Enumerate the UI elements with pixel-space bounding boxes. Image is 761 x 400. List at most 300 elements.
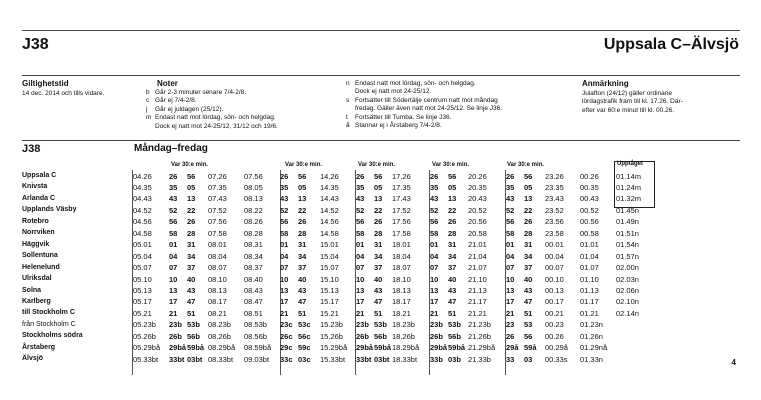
departure-time: 13 bbox=[280, 286, 289, 295]
departure-time: 26 bbox=[448, 217, 457, 227]
note-line bbox=[346, 105, 502, 113]
departure-time: 15.29bå bbox=[320, 343, 348, 353]
noter-heading: Noter bbox=[157, 79, 178, 88]
departure-time: 26 bbox=[430, 171, 439, 181]
departure-time: 08.59bå bbox=[244, 343, 272, 353]
departure-time: 56 bbox=[356, 217, 365, 227]
departure-time: 03bt bbox=[187, 354, 203, 364]
departure-time: 37 bbox=[524, 263, 533, 273]
departure-time: 29bå bbox=[356, 343, 374, 353]
note-text: Endast natt mot lördag, sön- och helgdag. bbox=[155, 114, 276, 122]
departure-time: 17.26 bbox=[392, 171, 411, 181]
departure-time: 08.07 bbox=[208, 263, 227, 273]
departure-time: 20.56 bbox=[468, 217, 487, 227]
departure-time: 01 bbox=[356, 240, 365, 250]
departure-time: 34 bbox=[524, 251, 533, 261]
departure-time: 59bå bbox=[448, 343, 466, 353]
departure-time: 18.17 bbox=[392, 297, 411, 307]
departure-time: 56 bbox=[524, 331, 533, 341]
departure-time: 31 bbox=[524, 240, 533, 250]
stop-name: från Stockholm C bbox=[22, 320, 76, 328]
departure-time: 40 bbox=[524, 274, 533, 284]
departure-time: 07 bbox=[506, 263, 515, 273]
note-flag: å bbox=[346, 122, 350, 130]
departure-time: 04.26 bbox=[133, 171, 152, 181]
departure-time: 47 bbox=[187, 297, 196, 307]
departure-time: 23.35 bbox=[545, 182, 564, 192]
noter-column-2 bbox=[346, 80, 502, 130]
departure-time: 01 bbox=[169, 240, 178, 250]
interval-label: Var 30:e min. bbox=[507, 162, 545, 168]
stop-name: Häggvik bbox=[22, 240, 50, 248]
departure-time: 29å bbox=[506, 343, 519, 353]
departure-time: 23 bbox=[506, 320, 515, 330]
departure-time: 00.21 bbox=[545, 308, 564, 318]
departure-time: 59å bbox=[524, 343, 537, 353]
top-rule bbox=[22, 30, 740, 31]
anmarkning-line: efter var 60:e minut till kl. 00.26. bbox=[582, 106, 675, 114]
departure-time: 13 bbox=[356, 286, 365, 295]
departure-time: 05.13 bbox=[133, 286, 152, 295]
departure-time: 21.01 bbox=[468, 240, 487, 250]
departure-time: 17.58 bbox=[392, 228, 411, 238]
departure-time: 47 bbox=[448, 297, 457, 307]
departure-time: 03bt bbox=[374, 354, 390, 364]
note-line bbox=[146, 123, 278, 131]
departure-time: 05.23b bbox=[133, 320, 156, 330]
note-text: Stannar ej i Årstaberg 7/4-2/8. bbox=[355, 122, 442, 130]
departure-time: 15.23b bbox=[320, 320, 343, 330]
departure-time: 43 bbox=[506, 194, 515, 204]
departure-time: 01.14m bbox=[616, 171, 642, 181]
stop-name: Sollentuna bbox=[22, 252, 58, 260]
departure-time: 21.07 bbox=[468, 263, 487, 273]
departure-time: 00.58 bbox=[580, 228, 599, 238]
departure-time: 17.52 bbox=[392, 205, 411, 215]
stop-name: Stockholms södra bbox=[22, 332, 83, 340]
departure-time: 07 bbox=[356, 263, 365, 273]
departure-time: 00.26 bbox=[545, 331, 564, 341]
departure-time: 21.33b bbox=[468, 354, 491, 364]
departure-time: 08.13 bbox=[244, 194, 263, 204]
departure-time: 56 bbox=[506, 217, 515, 227]
departure-time: 05.21 bbox=[133, 308, 152, 318]
departure-time: 09.03bt bbox=[244, 354, 270, 364]
departure-time: 35 bbox=[430, 182, 439, 192]
stop-name: till Stockholm C bbox=[22, 309, 75, 317]
stop-name: Uppsala C bbox=[22, 172, 57, 179]
departure-time: 13 bbox=[524, 194, 533, 204]
departure-time: 21.21 bbox=[468, 308, 487, 318]
departure-time: 33bt bbox=[356, 354, 372, 364]
timetable-route: J38 bbox=[22, 143, 41, 155]
departure-time: 08.34 bbox=[244, 251, 263, 261]
departure-time: 00.23 bbox=[545, 320, 564, 330]
departure-time: 17.43 bbox=[392, 194, 411, 204]
departure-time: 01.51n bbox=[616, 228, 639, 238]
departure-time: 13 bbox=[298, 194, 307, 204]
giltighetstid-heading: Giltighetstid bbox=[22, 79, 69, 88]
departure-time: 26c bbox=[280, 331, 293, 341]
stop-name: Helenelund bbox=[22, 263, 60, 271]
departure-time: 01.01 bbox=[580, 240, 599, 250]
departure-time: 10 bbox=[356, 274, 365, 284]
departure-time: 08.40 bbox=[244, 274, 263, 284]
departure-time: 01.21 bbox=[580, 308, 599, 318]
departure-time: 15.21 bbox=[320, 308, 339, 318]
note-flag: b bbox=[146, 89, 150, 96]
interval-label: Var 30:e min. bbox=[432, 162, 470, 168]
anmarkning-text bbox=[582, 90, 683, 115]
departure-time: 28 bbox=[448, 228, 457, 238]
departure-time: 56b bbox=[187, 331, 200, 341]
departure-time: 43 bbox=[280, 194, 289, 204]
departure-time: 13 bbox=[374, 194, 383, 204]
departure-time: 40 bbox=[298, 274, 307, 284]
stop-name: Ulriksdal bbox=[22, 275, 52, 283]
timetable-days: Måndag–fredag bbox=[134, 143, 208, 154]
note-line bbox=[346, 114, 502, 122]
note-text: Fortsätter till Södertälje centrum natt mot måndag bbox=[355, 96, 498, 104]
departure-time: 21.04 bbox=[468, 251, 487, 261]
departure-time: 33c bbox=[280, 354, 293, 364]
departure-time: 17 bbox=[280, 297, 289, 307]
departure-time: 01.57n bbox=[616, 251, 639, 261]
departure-time: 21 bbox=[280, 308, 289, 318]
departure-time: 35 bbox=[169, 182, 178, 192]
departure-time: 01.04 bbox=[580, 251, 599, 261]
departure-time: 14.58 bbox=[320, 228, 339, 238]
departure-time: 23.58 bbox=[545, 228, 564, 238]
departure-time: 26 bbox=[298, 217, 307, 227]
departure-time: 00.56 bbox=[580, 217, 599, 227]
departure-time: 08.37 bbox=[244, 263, 263, 273]
departure-time: 21 bbox=[430, 308, 439, 318]
departure-time: 47 bbox=[374, 297, 383, 307]
departure-time: 15.33bt bbox=[320, 354, 346, 364]
departure-time: 51 bbox=[298, 308, 307, 318]
departure-time: 20.52 bbox=[468, 205, 487, 215]
departure-time: 00.07 bbox=[545, 263, 564, 273]
departure-time: 34 bbox=[448, 251, 457, 261]
departure-time: 15.10 bbox=[320, 274, 339, 284]
departure-time: 08.05 bbox=[244, 182, 263, 192]
note-text: Endast natt mot lördag, sön- och helgdag. bbox=[355, 80, 476, 87]
departure-time: 14.35 bbox=[320, 182, 339, 192]
departure-time: 05.07 bbox=[133, 263, 152, 273]
departure-time: 08.56b bbox=[244, 331, 267, 341]
departure-time: 18.26b bbox=[392, 331, 415, 341]
note-text: fredag. Gäller även natt mot 24-25/12. Se linje J36. bbox=[355, 105, 503, 113]
departure-time: 05.33bt bbox=[133, 354, 159, 364]
departure-time: 08.10 bbox=[208, 274, 227, 284]
departure-time: 07 bbox=[430, 263, 439, 273]
note-text: Dock ej natt mot 24-25/12, 31/12 och 19/6. bbox=[155, 122, 278, 130]
departure-time: 40 bbox=[374, 274, 383, 284]
departure-time: 43 bbox=[169, 194, 178, 204]
departure-time: 01 bbox=[506, 240, 515, 250]
departure-time: 43 bbox=[374, 286, 383, 295]
departure-time: 08.26b bbox=[208, 331, 231, 341]
departure-time: 01 bbox=[280, 240, 289, 250]
anmarkning-line: Julafton (24/12) gäller ordinarie bbox=[582, 90, 672, 97]
departure-time: 58 bbox=[356, 228, 365, 238]
departure-time: 18.10 bbox=[392, 274, 411, 284]
departure-time: 29bå bbox=[169, 343, 187, 353]
departure-time: 08.47 bbox=[244, 297, 263, 307]
departure-time: 58 bbox=[280, 228, 289, 238]
note-line bbox=[146, 97, 278, 105]
page-mark: 4 bbox=[731, 358, 736, 367]
departure-time: 07.58 bbox=[208, 228, 227, 238]
departure-time: 04 bbox=[430, 251, 439, 261]
departure-time: 26b bbox=[356, 331, 369, 341]
departure-time: 51 bbox=[524, 308, 533, 318]
departure-time: 17 bbox=[356, 297, 365, 307]
stop-name: Årstaberg bbox=[22, 343, 56, 351]
departure-time: 00.26 bbox=[580, 171, 599, 181]
departure-time: 01.54n bbox=[616, 240, 639, 250]
departure-time: 34 bbox=[298, 251, 307, 261]
departure-time: 14.52 bbox=[320, 205, 339, 215]
departure-time: 21.13 bbox=[468, 286, 487, 295]
departure-time: 08.21 bbox=[208, 308, 227, 318]
departure-time: 05.17 bbox=[133, 297, 152, 307]
departure-time: 05 bbox=[374, 182, 383, 192]
departure-time: 31 bbox=[298, 240, 307, 250]
departure-time: 00.43 bbox=[580, 194, 599, 204]
departure-time: 04 bbox=[169, 251, 178, 261]
note-text: Fortsätter till Tumba. Se linje J36. bbox=[355, 113, 452, 121]
departure-time: 18.29bå bbox=[392, 343, 420, 353]
departure-time: 08.23b bbox=[208, 320, 231, 330]
departure-time: 43 bbox=[524, 286, 533, 295]
departure-time: 35 bbox=[356, 182, 365, 192]
departure-time: 10 bbox=[280, 274, 289, 284]
departure-time: 34 bbox=[187, 251, 196, 261]
departure-time: 05.04 bbox=[133, 251, 152, 261]
departure-time: 08.22 bbox=[244, 205, 263, 215]
departure-time: 26 bbox=[187, 217, 196, 227]
departure-time: 56 bbox=[374, 171, 383, 181]
departure-time: 26 bbox=[506, 331, 515, 341]
departure-time: 31 bbox=[187, 240, 196, 250]
departure-time: 26 bbox=[356, 171, 365, 181]
departure-time: 23.26 bbox=[545, 171, 564, 181]
departure-time: 52 bbox=[280, 205, 289, 215]
departure-time: 22 bbox=[374, 205, 383, 215]
departure-time: 08.28 bbox=[244, 228, 263, 238]
departure-time: 17.56 bbox=[392, 217, 411, 227]
departure-time: 22 bbox=[187, 205, 196, 215]
departure-time: 52 bbox=[356, 205, 365, 215]
departure-time: 53c bbox=[298, 320, 311, 330]
departure-time: 23.43 bbox=[545, 194, 564, 204]
note-flag: n bbox=[346, 80, 350, 87]
departure-time: 15.01 bbox=[320, 240, 339, 250]
upptaget-label: Upptåget bbox=[617, 161, 643, 167]
note-flag: j bbox=[146, 105, 148, 113]
departure-time: 00.17 bbox=[545, 297, 564, 307]
departure-time: 43 bbox=[448, 286, 457, 295]
departure-time: 07.56 bbox=[244, 171, 263, 181]
departure-time: 47 bbox=[298, 297, 307, 307]
departure-time: 21 bbox=[356, 308, 365, 318]
departure-time: 08.26 bbox=[244, 217, 263, 227]
giltighetstid-text: 14 dec. 2014 och tills vidare. bbox=[22, 90, 105, 97]
departure-time: 04 bbox=[356, 251, 365, 261]
departure-time: 21.23b bbox=[468, 320, 491, 330]
departure-time: 17 bbox=[430, 297, 439, 307]
departure-time: 04.43 bbox=[133, 194, 152, 204]
departure-time: 56b bbox=[448, 331, 461, 341]
departure-time: 00.01 bbox=[545, 240, 564, 250]
departure-time: 14.43 bbox=[320, 194, 339, 204]
departure-time: 05 bbox=[524, 182, 533, 192]
departure-time: 56b bbox=[374, 331, 387, 341]
departure-time: 20.43 bbox=[468, 194, 487, 204]
departure-time: 13 bbox=[448, 194, 457, 204]
departure-time: 01.32m bbox=[616, 194, 642, 204]
note-flag: m bbox=[146, 114, 152, 122]
departure-time: 18.07 bbox=[392, 263, 411, 273]
departure-time: 07 bbox=[280, 263, 289, 273]
departure-time: 28 bbox=[524, 228, 533, 238]
route-number: J38 bbox=[22, 36, 49, 53]
departure-time: 17.35 bbox=[392, 182, 411, 192]
departure-time: 56 bbox=[448, 171, 457, 181]
departure-time: 05 bbox=[187, 182, 196, 192]
departure-time: 04.35 bbox=[133, 182, 152, 192]
departure-time: 05.01 bbox=[133, 240, 152, 250]
note-line bbox=[346, 80, 502, 88]
departure-time: 01 bbox=[430, 240, 439, 250]
departure-time: 15.26b bbox=[320, 331, 343, 341]
departure-time: 07.35 bbox=[208, 182, 227, 192]
departure-time: 10 bbox=[169, 274, 178, 284]
departure-time: 43 bbox=[430, 194, 439, 204]
departure-time: 22 bbox=[524, 205, 533, 215]
stop-name: Älvsjö bbox=[22, 355, 44, 363]
departure-time: 35 bbox=[280, 182, 289, 192]
departure-time: 02.10n bbox=[616, 297, 639, 307]
departure-time: 43 bbox=[187, 286, 196, 295]
departure-time: 21.26b bbox=[468, 331, 491, 341]
anmarkning-line: lördagstrafik fram till kl. 17.26. Där- bbox=[582, 98, 683, 106]
departure-time: 51 bbox=[374, 308, 383, 318]
departure-time: 37 bbox=[298, 263, 307, 273]
note-text: Går 2-3 minuter senare 7/4-2/8. bbox=[155, 89, 247, 96]
noter-column-1 bbox=[146, 89, 278, 131]
departure-time: 00.13 bbox=[545, 286, 564, 295]
departure-time: 23c bbox=[280, 320, 293, 330]
departure-time: 05.29bå bbox=[133, 343, 161, 353]
departure-time: 00.29å bbox=[545, 343, 568, 353]
stop-name: Arlanda C bbox=[22, 194, 56, 202]
departure-time: 08.01 bbox=[208, 240, 227, 250]
departure-time: 26b bbox=[169, 331, 182, 341]
departure-time: 23b bbox=[430, 320, 443, 330]
departure-time: 37 bbox=[187, 263, 196, 273]
departure-time: 52 bbox=[430, 205, 439, 215]
note-line bbox=[346, 88, 502, 96]
departure-time: 13 bbox=[506, 286, 515, 295]
departure-time: 02.00n bbox=[616, 263, 639, 273]
departure-time: 04.52 bbox=[133, 205, 152, 215]
departure-time: 53b bbox=[374, 320, 387, 330]
departure-time: 21.17 bbox=[468, 297, 487, 307]
departure-time: 01.10 bbox=[580, 274, 599, 284]
departure-time: 56 bbox=[430, 217, 439, 227]
departure-time: 56 bbox=[524, 171, 533, 181]
departure-time: 05 bbox=[448, 182, 457, 192]
departure-time: 07 bbox=[169, 263, 178, 273]
header-rule bbox=[22, 75, 740, 76]
departure-time: 53b bbox=[448, 320, 461, 330]
note-line bbox=[146, 114, 278, 122]
departure-time: 43 bbox=[298, 286, 307, 295]
departure-time: 00.52 bbox=[580, 205, 599, 215]
note-line bbox=[346, 122, 502, 130]
departure-time: 20.35 bbox=[468, 182, 487, 192]
departure-time: 56c bbox=[298, 331, 311, 341]
departure-time: 08.29bå bbox=[208, 343, 236, 353]
departure-time: 14.26 bbox=[320, 171, 339, 181]
stop-name: Rotebro bbox=[22, 217, 49, 225]
departure-time: 53b bbox=[187, 320, 200, 330]
departure-time: 08.51 bbox=[244, 308, 263, 318]
departure-time: 02.14n bbox=[616, 308, 639, 318]
departure-time: 23b bbox=[169, 320, 182, 330]
departure-time: 37 bbox=[374, 263, 383, 273]
departure-time: 28 bbox=[298, 228, 307, 238]
departure-time: 08.17 bbox=[208, 297, 227, 307]
departure-time: 26 bbox=[169, 171, 178, 181]
departure-time: 08.04 bbox=[208, 251, 227, 261]
departure-time: 40 bbox=[187, 274, 196, 284]
note-flag: t bbox=[346, 113, 348, 121]
departure-time: 26 bbox=[280, 171, 289, 181]
departure-time: 18.13 bbox=[392, 286, 411, 295]
departure-time: 07.43 bbox=[208, 194, 227, 204]
route-title: Uppsala C–Älvsjö bbox=[603, 36, 739, 53]
departure-time: 00.33s bbox=[545, 354, 568, 364]
departure-time: 34 bbox=[374, 251, 383, 261]
departure-time: 01.23n bbox=[580, 320, 603, 330]
departure-time: 01.33n bbox=[580, 354, 603, 364]
departure-time: 56 bbox=[169, 217, 178, 227]
departure-time: 00.10 bbox=[545, 274, 564, 284]
departure-time: 01.24m bbox=[616, 182, 642, 192]
departure-time: 14.56 bbox=[320, 217, 339, 227]
departure-time: 02.06n bbox=[616, 286, 639, 295]
departure-time: 01.13 bbox=[580, 286, 599, 295]
departure-time: 03 bbox=[524, 354, 533, 364]
departure-time: 21.29bå bbox=[468, 343, 496, 353]
departure-time: 03b bbox=[448, 354, 461, 364]
departure-time: 59c bbox=[298, 343, 311, 353]
note-line bbox=[146, 106, 278, 114]
departure-time: 04 bbox=[506, 251, 515, 261]
departure-time: 08.53b bbox=[244, 320, 267, 330]
departure-time: 01.26n bbox=[580, 331, 603, 341]
departure-time: 01.49n bbox=[616, 217, 639, 227]
departure-time: 58 bbox=[169, 228, 178, 238]
departure-time: 04.56 bbox=[133, 217, 152, 227]
departure-time: 08.13 bbox=[208, 286, 227, 295]
note-flag: s bbox=[346, 96, 350, 104]
stop-name: Norrviken bbox=[22, 229, 55, 237]
